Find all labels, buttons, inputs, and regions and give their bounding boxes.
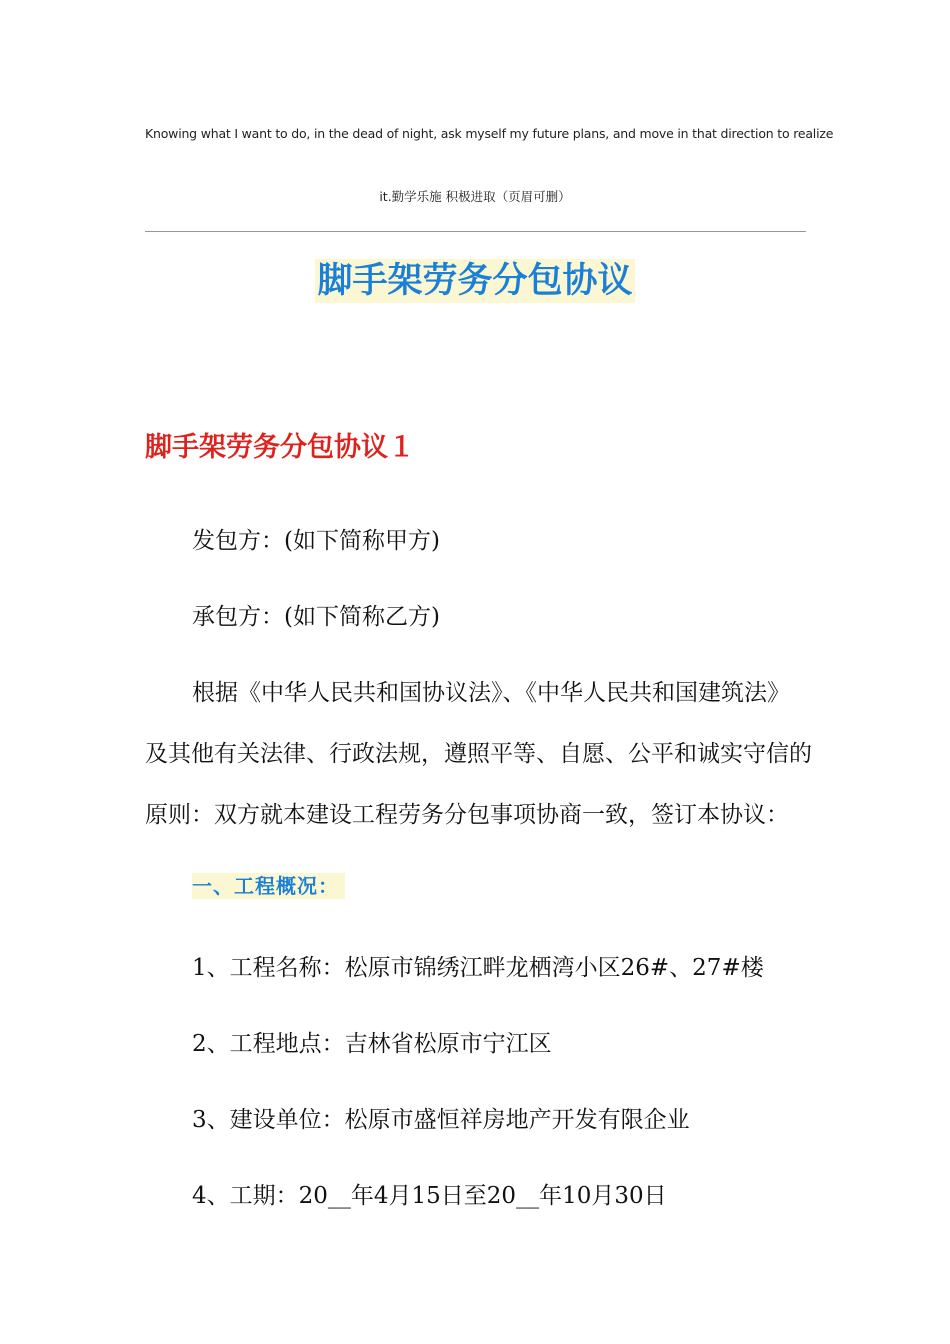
basis-paragraph-line-1: 根据《中华人民共和国协议法》、《中华人民共和国建筑法》	[192, 680, 790, 706]
section-heading: 脚手架劳务分包协议１	[145, 432, 415, 463]
basis-paragraph-line-3: 原则：双方就本建设工程劳务分包事项协商一致，签订本协议：	[145, 802, 789, 828]
party-a-line: 发包方：(如下简称甲方)	[192, 528, 440, 554]
subheading-project-overview	[192, 873, 345, 899]
document-title	[0, 259, 950, 303]
list-item-schedule: 4、工期：20__年4月15日至20__年10月30日	[192, 1183, 667, 1209]
list-item-developer: 3、建设单位：松原市盛恒祥房地产开发有限企业	[192, 1107, 690, 1133]
header-divider	[145, 231, 806, 232]
party-b-line: 承包方：(如下简称乙方)	[192, 604, 440, 630]
document-title-text: 脚手架劳务分包协议	[317, 260, 633, 301]
subheading-text: 一、工程概况：	[192, 873, 345, 899]
list-item-project-location: 2、工程地点：吉林省松原市宁江区	[192, 1031, 552, 1057]
list-item-project-name: 1、工程名称：松原市锦绣江畔龙栖湾小区26#、27#楼	[192, 955, 764, 981]
basis-paragraph-line-2: 及其他有关法律、行政法规，遵照平等、自愿、公平和诚实守信的	[145, 741, 812, 767]
page-header-line-1: Knowing what I want to do, in the dead of night, ask myself my future plans, and move in that direction to realize	[145, 126, 834, 141]
page-header-line-2: it.勤学乐施 积极进取（页眉可删）	[379, 189, 571, 204]
